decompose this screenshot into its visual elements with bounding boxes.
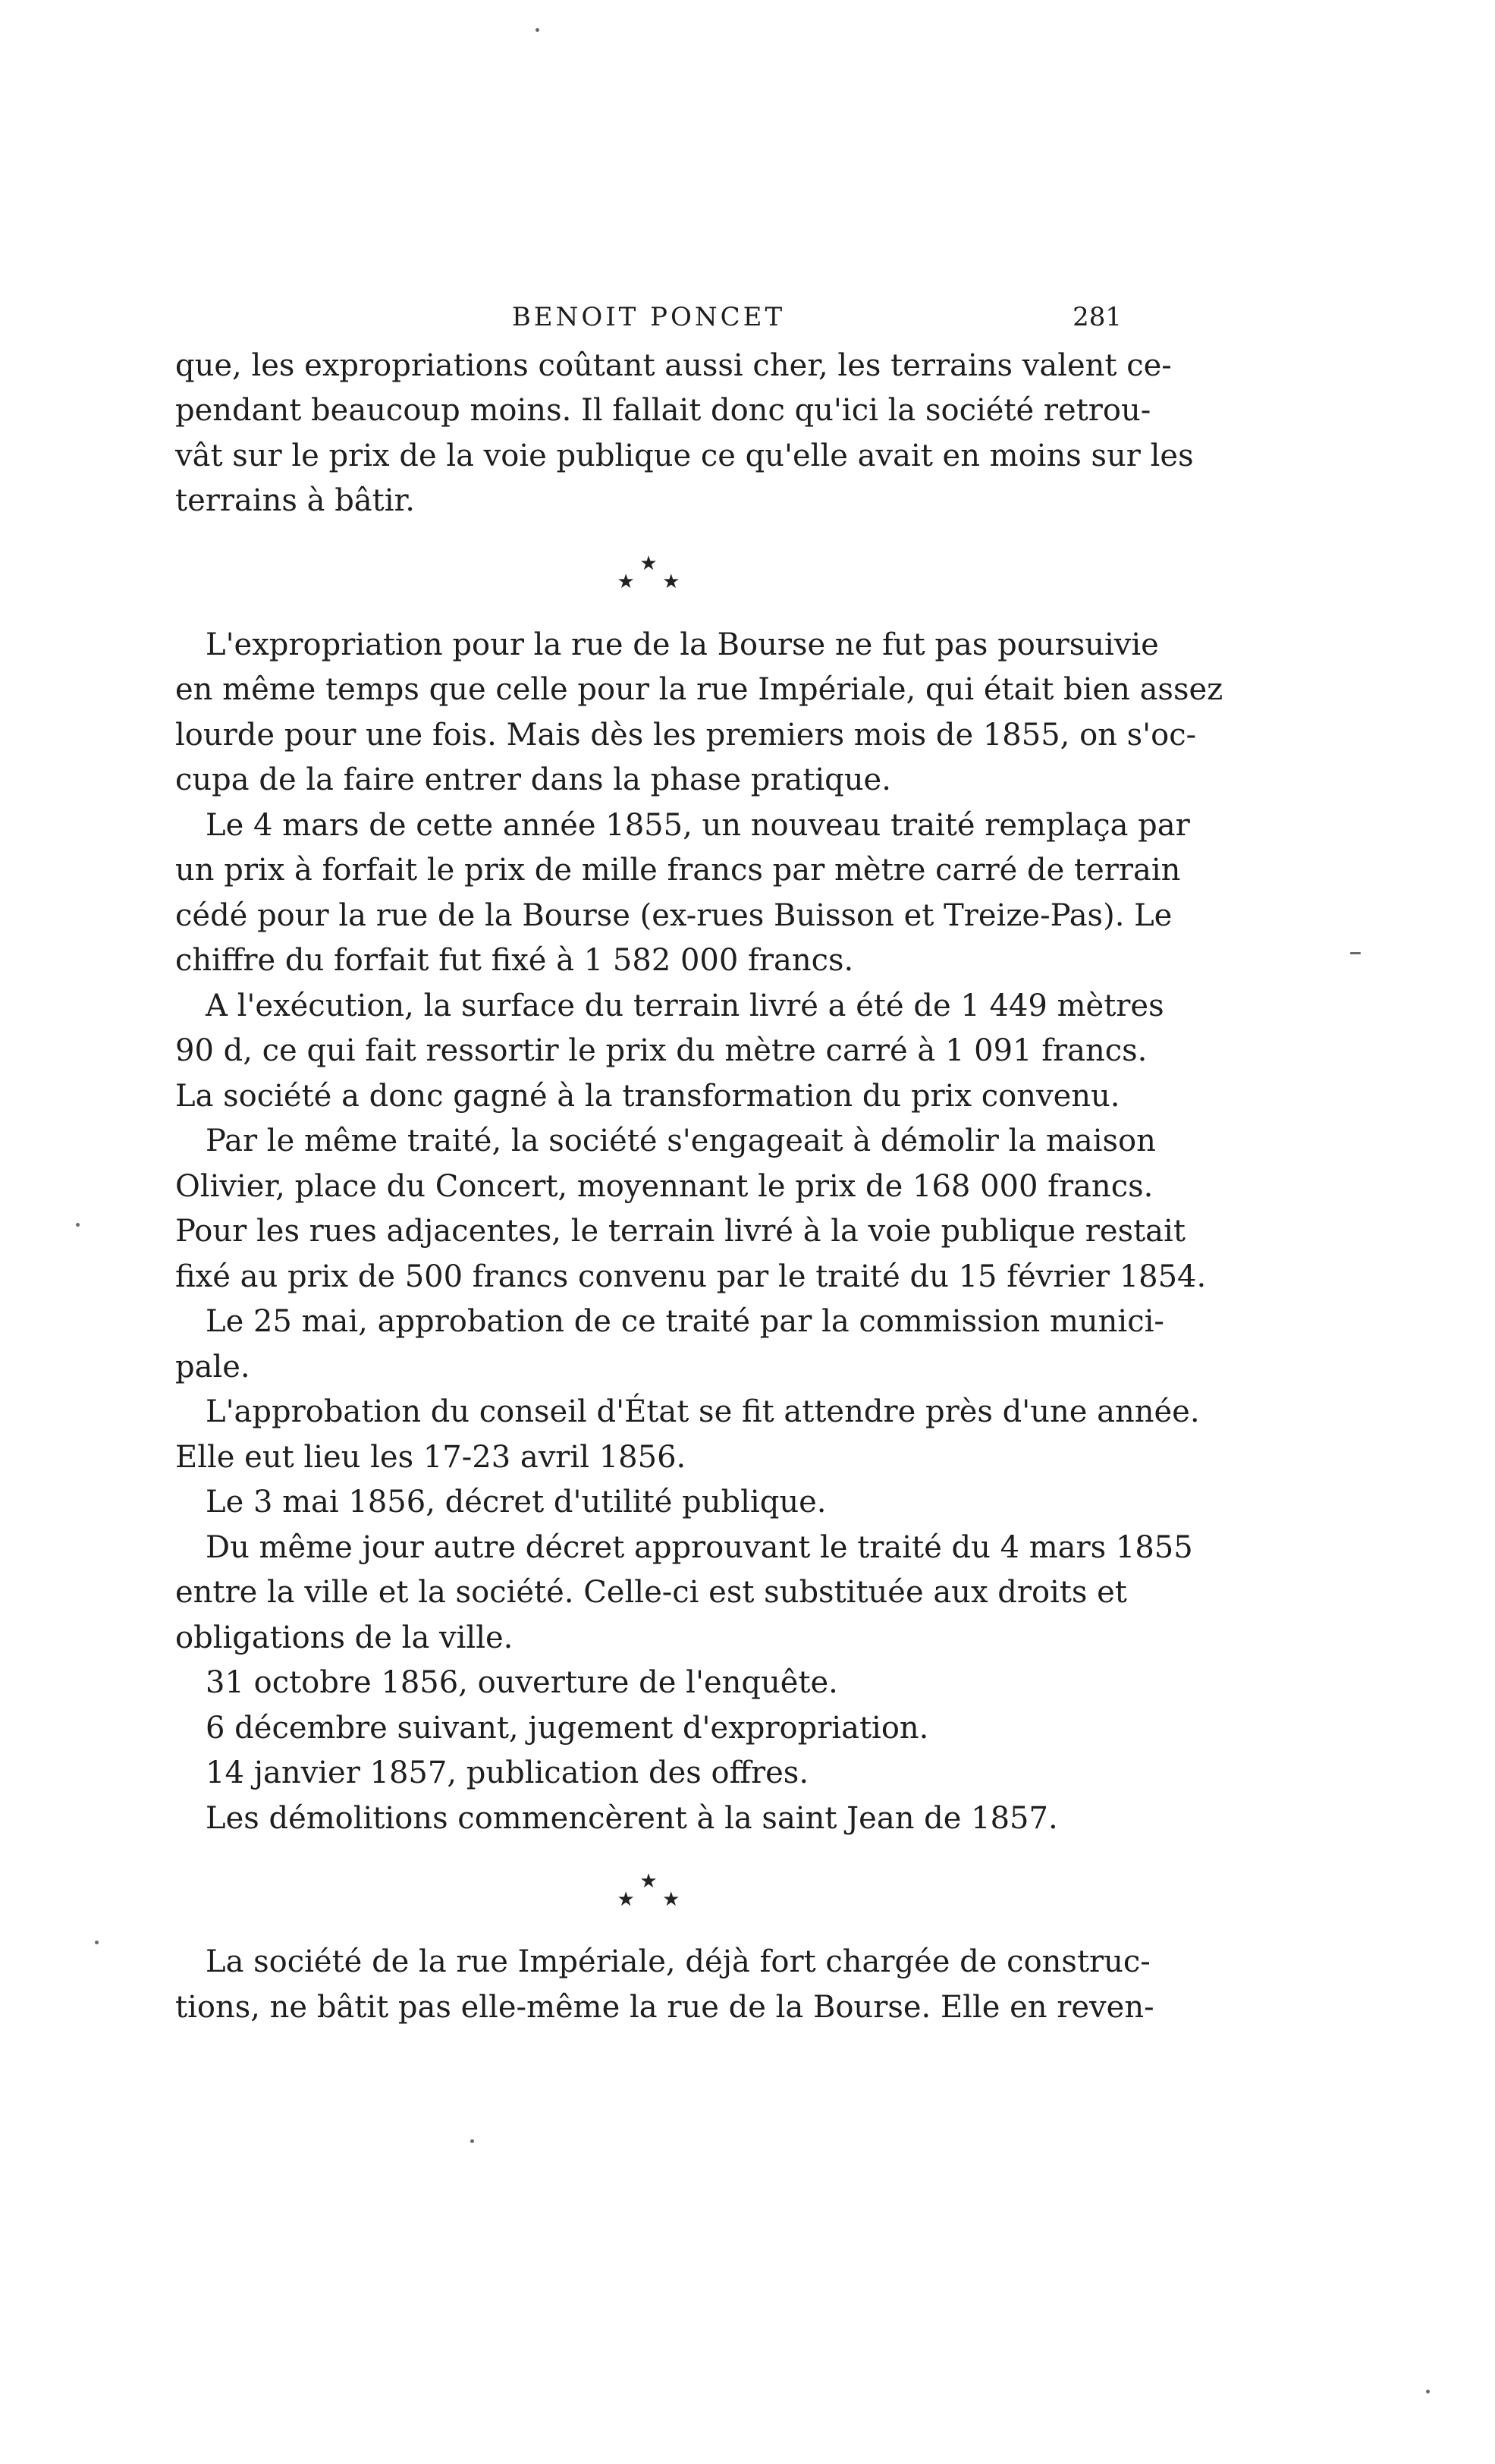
text-line: Les démolitions commencèrent à la saint Jean de 1857. xyxy=(206,1800,1058,1836)
text-line: 14 janvier 1857, publication des offres. xyxy=(206,1755,809,1791)
text-line: Le 25 mai, approbation de ce traité par la commission munici- xyxy=(206,1304,1164,1340)
section-separator xyxy=(175,523,1122,622)
paragraph xyxy=(175,1390,1200,1480)
running-title: BENOIT PONCET xyxy=(511,302,786,332)
text-line: 90 d, ce qui fait ressortir le prix du mètre carré à 1 091 francs. xyxy=(175,1033,1148,1069)
paragraph xyxy=(175,1480,1122,1526)
paragraph xyxy=(175,1940,1154,2030)
text-line: terrains à bâtir. xyxy=(175,483,415,519)
text-line: chiffre du forfait fut fixé à 1 582 000 francs. xyxy=(175,943,854,979)
text-line: A l'exécution, la surface du terrain livré a été de 1 449 mètres xyxy=(206,988,1164,1023)
text-line: Par le même traité, la société s'engageait à démolir la maison xyxy=(206,1124,1156,1159)
text-line: en même temps que celle pour la rue Impériale, qui était bien assez xyxy=(175,672,1223,708)
text-line: cédé pour la rue de la Bourse (ex-rues Buisson et Treize-Pas). Le xyxy=(175,897,1173,933)
paragraph xyxy=(175,1751,1122,1796)
text-line: Le 4 mars de cette année 1855, un nouveau traité remplaça par xyxy=(206,807,1190,843)
paragraph xyxy=(175,803,1190,983)
paragraph xyxy=(175,1300,1164,1390)
asterism-top-icon: ★ xyxy=(639,552,658,575)
asterism-top-icon: ★ xyxy=(639,1869,658,1893)
page-header xyxy=(175,296,1122,341)
paragraph xyxy=(175,1525,1193,1661)
text-line: Le 3 mai 1856, décret d'utilité publique. xyxy=(206,1485,827,1520)
paragraph xyxy=(175,343,1194,523)
text-line: L'approbation du conseil d'État se fit attendre près d'une année. xyxy=(206,1394,1200,1430)
text-line: L'expropriation pour la rue de la Bourse ne fut pas poursuivie xyxy=(206,627,1159,662)
scan-speck xyxy=(470,2139,474,2143)
text-line: que, les expropriations coûtant aussi cher, les terrains valent ce- xyxy=(175,347,1172,383)
paragraph xyxy=(175,622,1223,803)
paragraph xyxy=(175,1661,1122,1706)
text-line: vât sur le prix de la voie publique ce qu'elle avait en moins sur les xyxy=(175,438,1194,473)
text-line: entre la ville et la société. Celle-ci est substituée aux droits et xyxy=(175,1575,1127,1611)
text-line: obligations de la ville. xyxy=(175,1620,514,1655)
page-number: 281 xyxy=(1073,302,1122,332)
asterism-bottom-icon: ★ ★ xyxy=(617,570,691,593)
asterism-bottom-icon: ★ ★ xyxy=(617,1887,691,1911)
text-line: pendant beaucoup moins. Il fallait donc qu'ici la société retrou- xyxy=(175,393,1151,429)
scan-speck xyxy=(1350,952,1361,954)
text-line: La société de la rue Impériale, déjà fort chargée de construc- xyxy=(206,1944,1151,1980)
text-line: 31 octobre 1856, ouverture de l'enquête. xyxy=(206,1665,838,1701)
scan-speck xyxy=(95,1941,99,1944)
text-line: lourde pour une fois. Mais dès les premiers mois de 1855, on s'oc- xyxy=(175,717,1197,753)
text-line: un prix à forfait le prix de mille francs par mètre carré de terrain xyxy=(175,853,1181,888)
text-line: 6 décembre suivant, jugement d'expropriation. xyxy=(206,1710,929,1746)
paragraph xyxy=(175,983,1164,1119)
text-line: Pour les rues adjacentes, le terrain livré à la voie publique restait xyxy=(175,1214,1186,1249)
paragraph xyxy=(175,1119,1207,1300)
section-separator xyxy=(175,1841,1122,1940)
paragraph xyxy=(175,1796,1122,1841)
text-line: La société a donc gagné à la transformation du prix convenu. xyxy=(175,1078,1120,1114)
text-line: Elle eut lieu les 17-23 avril 1856. xyxy=(175,1439,686,1475)
text-line: Du même jour autre décret approuvant le traité du 4 mars 1855 xyxy=(206,1529,1193,1565)
scan-speck xyxy=(1426,2390,1430,2393)
scan-speck xyxy=(76,1223,80,1227)
text-line: fixé au prix de 500 francs convenu par le traité du 15 février 1854. xyxy=(175,1259,1207,1294)
text-line: pale. xyxy=(175,1349,250,1384)
text-line: tions, ne bâtit pas elle-même la rue de la Bourse. Elle en reven- xyxy=(175,1989,1154,2025)
scan-speck xyxy=(535,28,539,32)
text-line: cupa de la faire entrer dans la phase pratique. xyxy=(175,762,891,798)
paragraph xyxy=(175,1705,1122,1751)
body-text xyxy=(175,343,1223,2030)
text-line: Olivier, place du Concert, moyennant le prix de 168 000 francs. xyxy=(175,1168,1154,1204)
